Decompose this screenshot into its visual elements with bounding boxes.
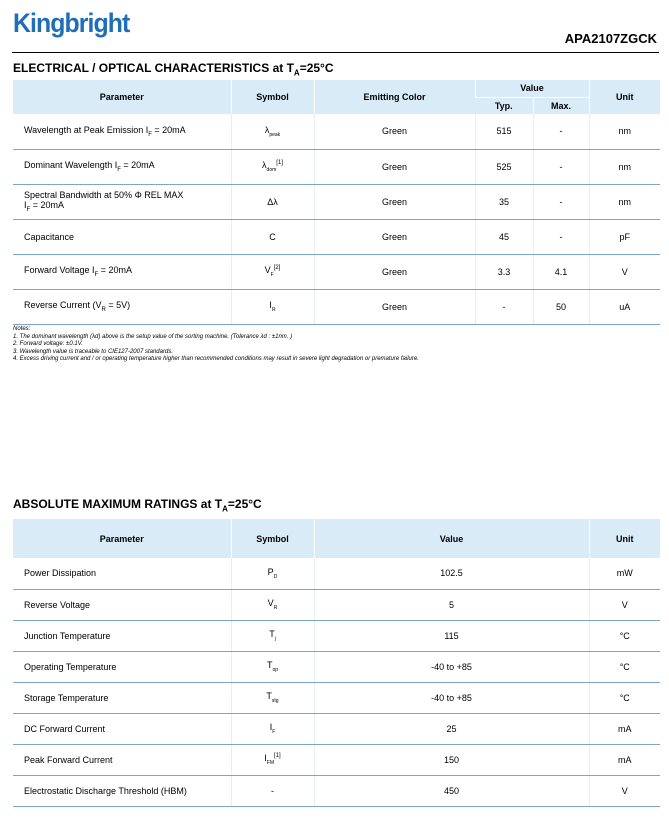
header-symbol: Symbol	[231, 80, 314, 114]
symbol-subscript: j	[274, 635, 276, 642]
symbol-cell	[231, 651, 314, 682]
header-emitting-color: Emitting Color	[314, 80, 475, 114]
table-row	[13, 589, 660, 620]
header-parameter: Parameter	[13, 519, 231, 558]
parameter-text: Wavelength at Peak Emission I	[24, 124, 149, 135]
table-row	[13, 289, 660, 324]
value-cell: -40 to +85	[314, 682, 589, 713]
symbol-text: I	[269, 300, 272, 311]
note-line: 1. The dominant wavelength (λd) above is the setup value of the sorting machine. (Tolerance λd : ±1nm. )	[13, 333, 293, 340]
header-typ: Typ.	[475, 97, 533, 114]
max-cell: -	[533, 219, 589, 254]
symbol-text: T	[266, 660, 273, 671]
parameter-suffix: = 20mA	[120, 160, 155, 171]
symbol-cell	[231, 713, 314, 744]
header-max: Max.	[533, 97, 589, 114]
unit-cell: mW	[589, 558, 660, 589]
max-cell: -	[533, 184, 589, 219]
table-row	[13, 682, 660, 713]
value-cell: 102.5	[314, 558, 589, 589]
table-row	[13, 651, 660, 682]
header-unit: Unit	[589, 519, 660, 558]
parameter-line2: I	[24, 200, 27, 211]
symbol-cell	[231, 184, 314, 219]
unit-cell: nm	[589, 184, 660, 219]
symbol-subscript: op	[272, 666, 279, 673]
symbol-text: V	[264, 265, 271, 276]
absolute-title: ABSOLUTE MAXIMUM RATINGS at $T_A=25^\circ C$	[13, 497, 262, 514]
symbol-cell	[231, 682, 314, 713]
symbol-cell	[231, 744, 314, 775]
part-number: APA2107ZGCK	[564, 31, 657, 46]
electrical-table	[13, 80, 660, 325]
parameter-subscript: F	[117, 166, 121, 173]
table-row	[13, 114, 660, 149]
unit-cell: nm	[589, 149, 660, 184]
parameter-cell	[13, 289, 231, 324]
typ-cell: 3.3	[475, 254, 533, 289]
value-cell: 450	[314, 775, 589, 806]
value-cell: 5	[314, 589, 589, 620]
unit-cell: °C	[589, 620, 660, 651]
symbol-text: I	[264, 753, 267, 764]
brand-logo: Kingbright	[13, 8, 130, 38]
emitting-color-cell: Green	[314, 114, 475, 149]
symbol-text: λ	[264, 124, 270, 135]
symbol-text: T	[266, 691, 272, 702]
unit-cell: pF	[589, 219, 660, 254]
symbol-text: -	[271, 785, 274, 796]
parameter-cell	[13, 149, 231, 184]
parameter-subscript: F	[94, 271, 99, 278]
max-cell: 50	[533, 289, 589, 324]
unit-cell: mA	[589, 744, 660, 775]
header-symbol: Symbol	[231, 519, 314, 558]
symbol-superscript: [1]	[274, 753, 281, 760]
unit-cell: V	[589, 775, 660, 806]
symbol-text: C	[269, 231, 276, 242]
table-row	[13, 620, 660, 651]
parameter-suffix: = 20mA	[151, 124, 186, 135]
parameter-suffix: = 20mA	[98, 265, 132, 276]
table-row	[13, 219, 660, 254]
symbol-text: T	[269, 629, 275, 640]
parameter-subscript: F	[148, 131, 152, 138]
max-cell: -	[533, 114, 589, 149]
header-parameter: Parameter	[13, 80, 231, 114]
unit-cell: °C	[589, 682, 660, 713]
typ-cell: 45	[475, 219, 533, 254]
parameter-cell: Electrostatic Discharge Threshold (HBM)	[13, 775, 231, 806]
parameter-cell: Operating Temperature	[13, 651, 231, 682]
note-line: 2. Forward voltage: ±0.1V.	[13, 341, 83, 347]
symbol-text: I	[269, 722, 273, 733]
max-cell: 4.1	[533, 254, 589, 289]
symbol-text: P	[267, 566, 274, 577]
unit-cell: nm	[589, 114, 660, 149]
header-value: Value	[475, 80, 589, 97]
symbol-cell	[231, 114, 314, 149]
symbol-subscript: peak	[269, 131, 281, 138]
parameter-cell: Junction Temperature	[13, 620, 231, 651]
symbol-cell	[231, 254, 314, 289]
parameter-cell: Peak Forward Current	[13, 744, 231, 775]
parameter-line2-subscript: F	[26, 206, 31, 213]
emitting-color-cell: Green	[314, 149, 475, 184]
value-cell: 115	[314, 620, 589, 651]
parameter-cell: Storage Temperature	[13, 682, 231, 713]
table-row	[13, 775, 660, 806]
parameter-text: Dominant Wavelength I	[24, 160, 118, 171]
symbol-cell	[231, 775, 314, 806]
parameter-cell: Power Dissipation	[13, 558, 231, 589]
emitting-color-cell: Green	[314, 219, 475, 254]
header-value: Value	[314, 519, 589, 558]
parameter-suffix: = 5V)	[105, 300, 131, 311]
symbol-text: V	[267, 598, 274, 609]
symbol-superscript: [1]	[276, 160, 283, 167]
emitting-color-cell: Green	[314, 289, 475, 324]
symbol-subscript: stg	[271, 697, 279, 704]
unit-cell: V	[589, 589, 660, 620]
table-row	[13, 149, 660, 184]
symbol-subscript: D	[273, 573, 278, 580]
table-row	[13, 558, 660, 589]
note-line: Notes:	[13, 326, 31, 332]
parameter-line2-suffix: = 20mA	[30, 200, 64, 211]
parameter-cell: DC Forward Current	[13, 713, 231, 744]
notes	[13, 326, 419, 364]
note-line: 4. Excess driving current and / or operating temperature higher than recommended conditions may result in severe light degradation or premature failure.	[13, 356, 419, 362]
parameter-text: Capacitance	[24, 231, 75, 242]
symbol-cell	[231, 149, 314, 184]
table-row	[13, 184, 660, 219]
unit-cell: mA	[589, 713, 660, 744]
typ-cell: 35	[475, 184, 533, 219]
table-row	[13, 254, 660, 289]
typ-cell: 525	[475, 149, 533, 184]
symbol-cell	[231, 620, 314, 651]
emitting-color-cell: Green	[314, 254, 475, 289]
unit-cell: uA	[589, 289, 660, 324]
symbol-subscript: F	[270, 271, 274, 278]
symbol-subscript: R	[273, 604, 278, 611]
symbol-text: λ	[262, 160, 267, 171]
symbol-cell	[231, 589, 314, 620]
symbol-cell	[231, 558, 314, 589]
note-line: 3. Wavelength value is traceable to CIE127-2007 standards.	[13, 348, 173, 355]
parameter-cell	[13, 254, 231, 289]
emitting-color-cell: Green	[314, 184, 475, 219]
header-divider	[12, 52, 659, 53]
value-cell: -40 to +85	[314, 651, 589, 682]
unit-cell: V	[589, 254, 660, 289]
typ-cell: -	[475, 289, 533, 324]
table-row	[13, 713, 660, 744]
symbol-subscript: F	[272, 728, 276, 735]
symbol-text: Δλ	[267, 196, 278, 207]
electrical-title: ELECTRICAL / OPTICAL CHARACTERISTICS at $T_A=25^\circ C$	[13, 61, 334, 78]
parameter-text: Spectral Bandwidth at 50% Φ REL MAX	[24, 190, 184, 201]
symbol-subscript: R	[271, 306, 276, 313]
symbol-cell	[231, 289, 314, 324]
parameter-text: Reverse Current (V	[24, 300, 102, 311]
parameter-cell: Reverse Voltage	[13, 589, 231, 620]
parameter-cell	[13, 114, 231, 149]
value-cell: 25	[314, 713, 589, 744]
symbol-subscript: FM	[266, 759, 275, 766]
max-cell: -	[533, 149, 589, 184]
absolute-table	[13, 519, 660, 807]
table-row	[13, 744, 660, 775]
unit-cell: °C	[589, 651, 660, 682]
symbol-subscript: dom	[266, 166, 277, 173]
symbol-cell	[231, 219, 314, 254]
parameter-cell	[13, 219, 231, 254]
parameter-subscript: R	[101, 306, 106, 313]
value-cell: 150	[314, 744, 589, 775]
header-unit: Unit	[589, 80, 660, 114]
parameter-cell	[13, 184, 231, 219]
symbol-superscript: [2]	[273, 265, 281, 272]
parameter-text: Forward Voltage I	[24, 265, 95, 276]
typ-cell: 515	[475, 114, 533, 149]
